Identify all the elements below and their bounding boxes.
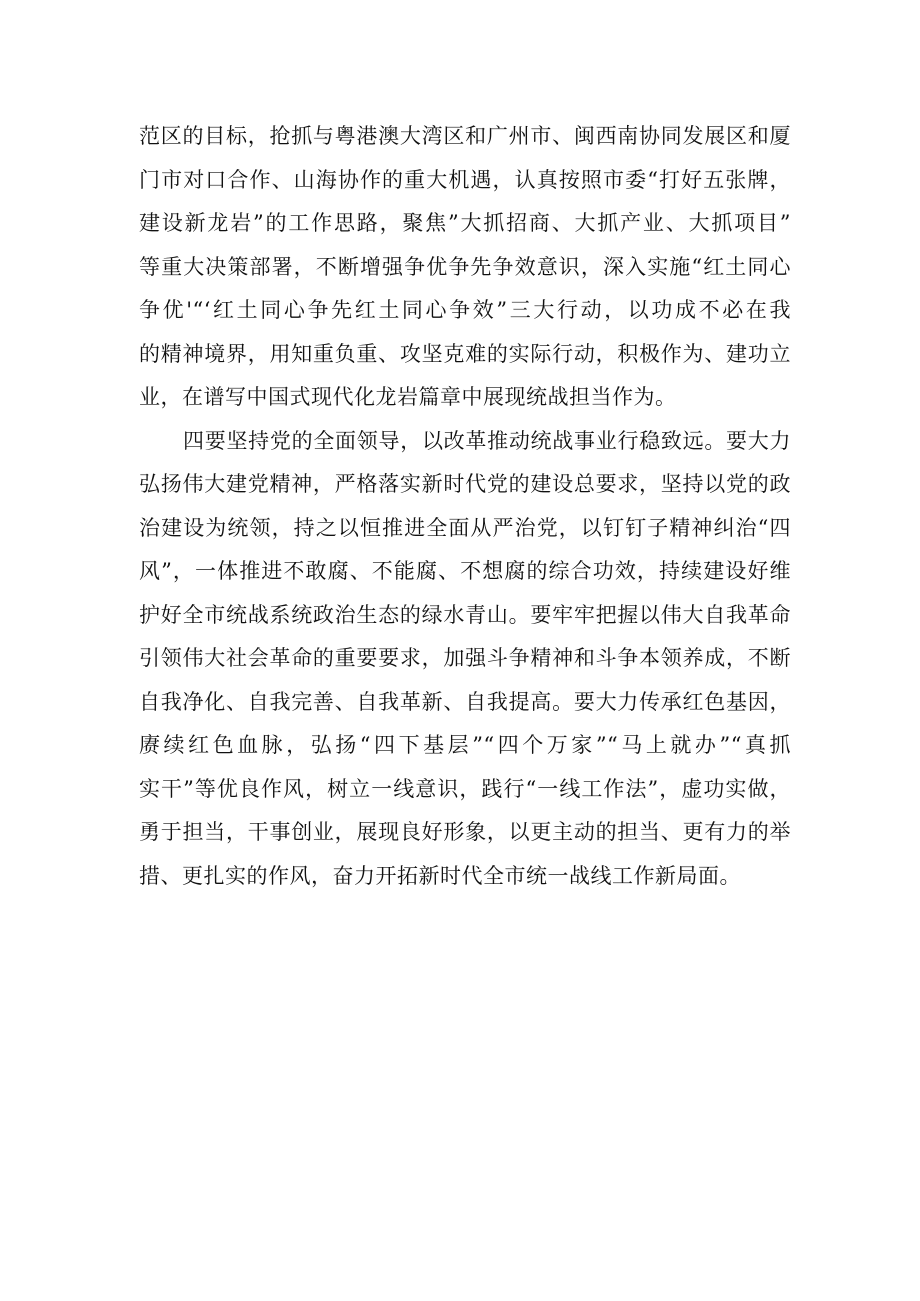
text-line: 业，在谱写中国式现代化龙岩篇章中展现统战担当作为。	[139, 385, 677, 409]
text-line: 赓续红色血脉，弘扬“四下基层”“四个万家”“马上就办”“真抓	[139, 733, 791, 757]
text-line: 勇于担当，干事创业，展现良好形象，以更主动的担当、更有力的举	[139, 820, 791, 844]
text-line: 措、更扎实的作风，奋力开拓新时代全市统一战线工作新局面。	[139, 863, 741, 888]
text-line: 的精神境界，用知重负重、攻坚克难的实际行动，积极作为、建功立	[139, 341, 791, 366]
text-line: 范区的目标，抢抓与粤港澳大湾区和广州市、闽西南协同发展区和厦	[139, 124, 791, 148]
text-line: 自我净化、自我完善、自我革新、自我提高。要大力传承红色基因，	[139, 689, 791, 714]
text-line: 风”，一体推进不敢腐、不能腐、不想腐的综合功效，持续建设好维	[139, 559, 791, 583]
document-body	[139, 115, 791, 898]
text-line: 实干”等优良作风，树立一线意识，践行“一线工作法”，虚功实做，	[139, 776, 791, 801]
text-line: 护好全市统战系统政治生态的绿水青山。要牢牢把握以伟大自我革命	[139, 602, 791, 627]
text-line: 引领伟大社会革命的重要要求，加强斗争精神和斗争本领养成，不断	[139, 646, 791, 670]
text-line: 建设新龙岩”的工作思路，聚焦”大抓招商、大抓产业、大抓项目”	[139, 211, 791, 235]
text-line: 等重大决策部署，不断增强争优争先争效意识，深入实施“红土同心	[139, 254, 791, 279]
text-line: 门市对口合作、山海协作的重大机遇，认真按照市委“打好五张牌，	[139, 167, 791, 192]
text-line-indented: 四要坚持党的全面领导，以改革推动统战事业行稳致远。要大力	[183, 428, 791, 453]
text-line: 治建设为统领，持之以恒推进全面从严治党，以钉钉子精神纠治“四	[139, 515, 791, 540]
text-line: 弘扬伟大建党精神，严格落实新时代党的建设总要求，坚持以党的政	[139, 472, 791, 496]
paragraph-fourth-point	[139, 420, 791, 899]
text-line: 争优'“‘红土同心争先红土同心争效”三大行动，以功成不必在我	[139, 298, 791, 322]
paragraph-continued	[139, 115, 791, 420]
